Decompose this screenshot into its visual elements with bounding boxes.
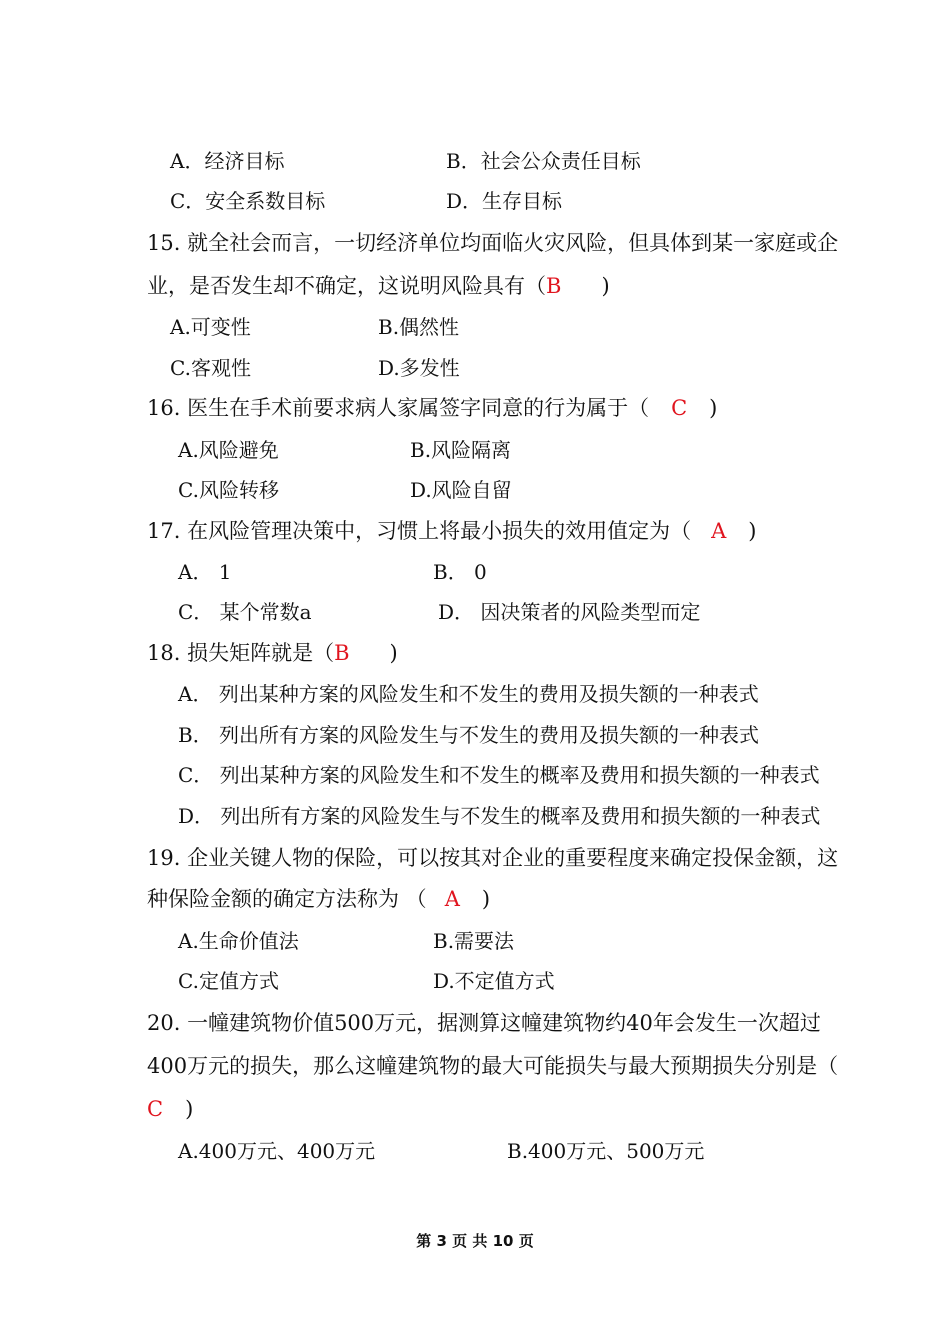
close-paren: ) [389, 641, 398, 665]
option-b: B.400万元、500万元 [507, 1139, 705, 1163]
answer-mark: C [147, 1097, 164, 1121]
question-19-line-2 [147, 885, 490, 913]
question-text: 17. 在风险管理决策中，习惯上将最小损失的效用值定为（ [147, 519, 692, 543]
answer-mark: A [711, 519, 727, 543]
question-text: 业，是否发生却不确定，这说明风险具有（ [147, 274, 546, 298]
option-c: C． 列出某种方案的风险发生和不发生的概率及费用和损失额的一种表式 [178, 763, 820, 787]
answer-mark: C [671, 396, 688, 420]
option-b: B.偶然性 [378, 315, 460, 339]
option-a: A．经济目标 [170, 149, 285, 173]
answer-mark: B [334, 641, 350, 665]
option-c: C．安全系数目标 [170, 189, 326, 213]
option-a: A.400万元、400万元 [178, 1139, 376, 1163]
option-d: D． 因决策者的风险类型而定 [438, 600, 701, 624]
option-b: B． 0 [433, 560, 487, 584]
option-a: A． 列出某种方案的风险发生和不发生的费用及损失额的一种表式 [178, 682, 759, 706]
option-a: A.生命价值法 [178, 929, 299, 953]
question-15-line-2 [147, 272, 610, 300]
question-19-line-1: 19. 企业关键人物的保险，可以按其对企业的重要程度来确定投保金额，这 [147, 846, 839, 870]
option-d: D．生存目标 [446, 189, 563, 213]
option-d: D． 列出所有方案的风险发生与不发生的概率及费用和损失额的一种表式 [178, 804, 821, 828]
close-paren: ) [748, 519, 757, 543]
page-footer: 第 3 页 共 10 页 [416, 1232, 534, 1250]
close-paren: ) [185, 1097, 194, 1121]
option-c: C． 某个常数a [178, 600, 312, 624]
question-20-line-1: 20. 一幢建筑物价值500万元，据测算这幢建筑物约40年会发生一次超过 [147, 1011, 821, 1035]
close-paren: ) [481, 887, 491, 911]
question-16 [147, 394, 717, 422]
close-paren: ) [709, 396, 718, 420]
question-20-line-2: 400万元的损失，那么这幢建筑物的最大可能损失与最大预期损失分别是（ [147, 1054, 839, 1078]
option-c: C.定值方式 [178, 969, 279, 993]
close-paren: ) [601, 274, 610, 298]
question-18 [147, 639, 398, 667]
option-b: B．社会公众责任目标 [446, 149, 641, 173]
option-d: D.多发性 [378, 356, 460, 380]
question-text: 种保险金额的确定方法称为 （ [147, 887, 427, 911]
question-17 [147, 517, 756, 545]
option-c: C.客观性 [170, 356, 251, 380]
option-a: A． 1 [178, 560, 232, 584]
option-d: D.风险自留 [410, 478, 512, 502]
answer-mark: A [444, 887, 460, 911]
answer-mark: B [546, 274, 562, 298]
question-15-line-1: 15. 就全社会而言，一切经济单位均面临火灾风险，但具体到某一家庭或企 [147, 231, 839, 255]
question-text: 18. 损失矩阵就是（ [147, 641, 335, 665]
option-a: A.可变性 [170, 315, 251, 339]
option-b: B.需要法 [433, 929, 515, 953]
option-a: A.风险避免 [178, 438, 279, 462]
question-20-line-3 [147, 1095, 193, 1123]
option-b: B． 列出所有方案的风险发生与不发生的费用及损失额的一种表式 [178, 723, 760, 747]
option-d: D.不定值方式 [433, 969, 555, 993]
option-c: C.风险转移 [178, 478, 279, 502]
option-b: B.风险隔离 [410, 438, 512, 462]
question-text: 16. 医生在手术前要求病人家属签字同意的行为属于（ [147, 396, 650, 420]
